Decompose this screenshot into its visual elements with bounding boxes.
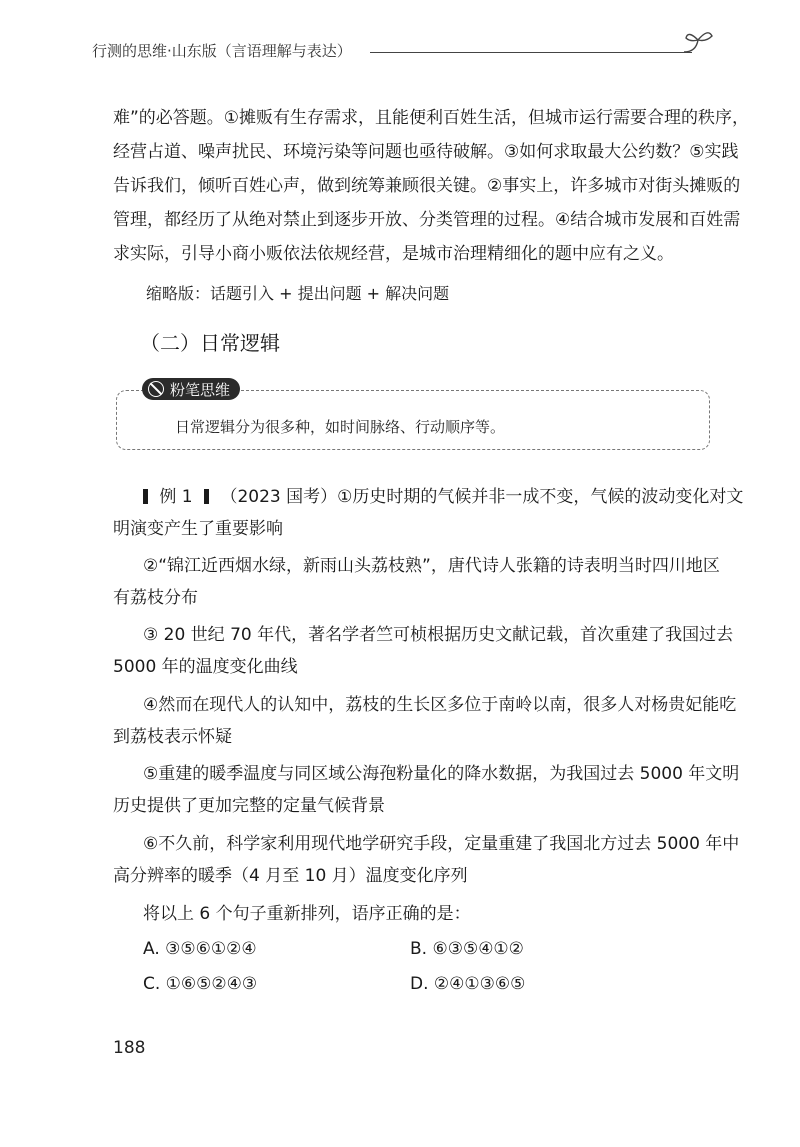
- sentence-5-cont: 历史提供了更加完整的定量气候背景: [113, 796, 385, 816]
- option-d[interactable]: D. ②④①③⑥⑤: [410, 974, 526, 994]
- option-a[interactable]: A. ③⑤⑥①②④: [143, 939, 257, 959]
- sentence-1-cont: 明演变产生了重要影响: [113, 519, 283, 539]
- paragraph-line: 难”的必答题。①摊贩有生存需求，且能便利百姓生活，但城市运行需要合理的秩序，: [113, 108, 750, 128]
- sentence-2-cont: 有荔枝分布: [113, 588, 198, 608]
- question-source: （2023 国考）: [220, 487, 338, 507]
- paragraph-line: 管理，都经历了从绝对禁止到逐步开放、分类管理的过程。④结合城市发展和百姓需: [113, 210, 741, 230]
- paragraph-line: 经营占道、噪声扰民、环境污染等问题也亟待破解。③如何求取最大公约数？⑤实践: [113, 142, 739, 162]
- sentence-2: ②“锦江近西烟水绿，新雨山头荔枝熟”，唐代诗人张籍的诗表明当时四川地区: [143, 556, 720, 576]
- tip-badge: [142, 378, 240, 400]
- sentence-6-cont: 高分辨率的暖季（4 月至 10 月）温度变化序列: [113, 866, 468, 886]
- section-heading: （二）日常逻辑: [140, 331, 280, 355]
- tip-text: 日常逻辑分为很多种，如时间脉络、行动顺序等。: [175, 418, 506, 436]
- option-c[interactable]: C. ①⑥⑤②④③: [143, 974, 258, 994]
- sprout-icon: [680, 26, 716, 56]
- label-bar-left: [143, 489, 148, 504]
- sentence-1-start: ①历史时期的气候并非一成不变，气候的波动变化对文: [337, 487, 744, 507]
- paragraph-line: 告诉我们，倾听百姓心声，做到统筹兼顾很关键。②事实上，许多城市对街头摊贩的: [113, 176, 741, 196]
- question-heading: [143, 486, 743, 508]
- paragraph-line: 求实际，引导小商小贩依法依规经营，是城市治理精细化的题中应有之义。: [113, 244, 674, 264]
- no-entry-icon: [148, 381, 164, 397]
- option-b[interactable]: B. ⑥③⑤④①②: [410, 939, 524, 959]
- label-bar-right: [204, 489, 209, 504]
- header-rule: [370, 52, 692, 53]
- question-label: 例 1: [159, 487, 193, 507]
- sentence-3: ③ 20 世纪 70 年代，著名学者竺可桢根据历史文献记载，首次重建了我国过去: [143, 625, 734, 645]
- sentence-6: ⑥不久前，科学家利用现代地学研究手段，定量重建了我国北方过去 5000 年中: [143, 834, 740, 854]
- tip-badge-label: 粉笔思维: [170, 380, 231, 399]
- page-number: 188: [113, 1038, 146, 1058]
- sentence-5: ⑤重建的暖季温度与同区域公海孢粉量化的降水数据，为我国过去 5000 年文明: [143, 764, 740, 784]
- sentence-4-cont: 到荔枝表示怀疑: [113, 727, 232, 747]
- summary-line: 缩略版：话题引入 + 提出问题 + 解决问题: [146, 284, 450, 303]
- sentence-4: ④然而在现代人的认知中，荔枝的生长区多位于南岭以南，很多人对杨贵妃能吃: [143, 695, 737, 715]
- question-prompt: 将以上 6 个句子重新排列，语序正确的是：: [143, 904, 471, 924]
- running-header: 行测的思维·山东版（言语理解与表达）: [92, 42, 352, 60]
- sentence-3-cont: 5000 年的温度变化曲线: [113, 657, 298, 677]
